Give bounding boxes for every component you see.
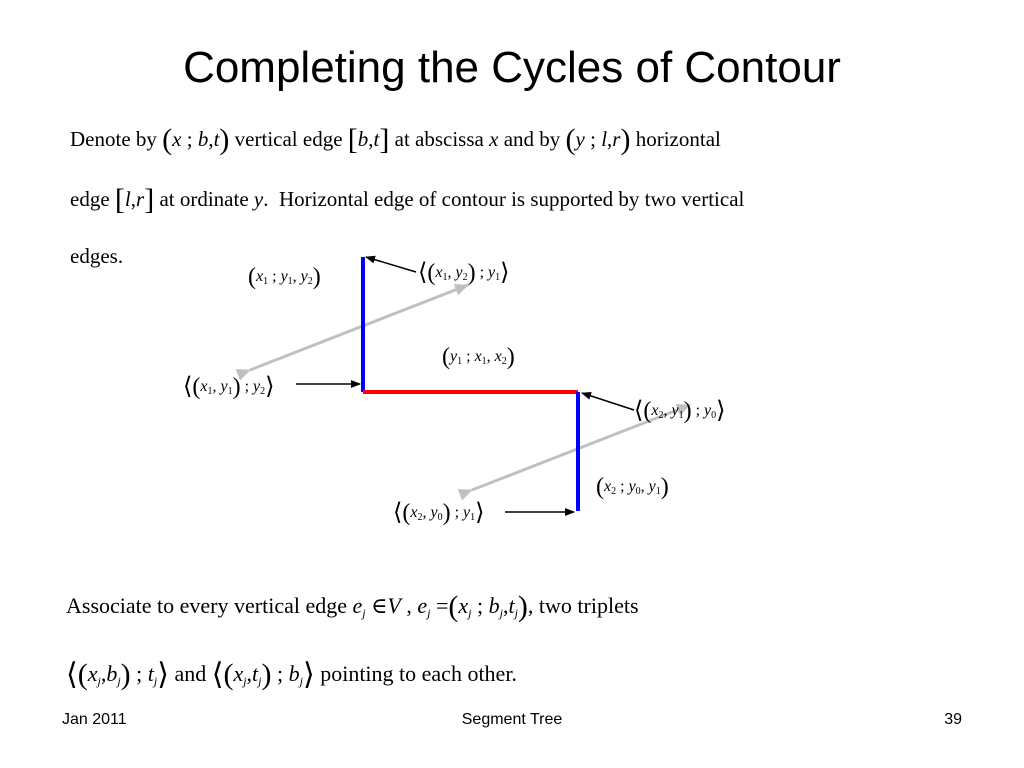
footer-topic: Segment Tree: [461, 711, 563, 728]
intro-denote-by: Denote by: [70, 127, 157, 151]
page-title: Completing the Cycles of Contour: [183, 43, 841, 92]
intro-line-3: edges.: [70, 244, 124, 268]
intro-edge: edge: [70, 187, 110, 211]
footer-date: Jan 2011: [62, 711, 127, 728]
associate-text: Associate to every vertical edge: [66, 593, 347, 618]
intro-horizontal: horizontal: [635, 127, 721, 151]
pointer-arrow-right: [582, 393, 634, 410]
intro-at-ordinate: at ordinate: [159, 187, 249, 211]
intro-vertical-edge: vertical edge: [234, 127, 343, 151]
associate-and: and: [174, 661, 207, 686]
label-triplet-bottom: $⟨(x_2$, $y_0$) ; $y_1⟩$: [393, 500, 485, 526]
intro-and-by: and by: [503, 127, 561, 151]
associate-line-2: $⟨(x_j,b_j)$ ; $t_j⟩$ and $⟨(x_j,t_j)$ ; $b_j⟩$ pointing to each other.: [66, 658, 517, 691]
intro-x: x: [489, 127, 499, 151]
intro-at-abscissa: at abscissa: [394, 127, 484, 151]
intro-y: y: [253, 187, 264, 211]
intro-sentence-2: Horizontal edge of contour is supported by two vertical: [278, 187, 745, 211]
intro-line-2: edge [l,r] at ordinate y. Horizontal edge of contour is supported by two vertical: [70, 183, 745, 216]
associate-two-triplets: , two triplets: [527, 593, 639, 618]
label-horizontal-edge: ($y_1$ ; $x_1$, $x_2$): [442, 344, 515, 370]
label-triplet-top: $⟨(x_1$, $y_2$) ; $y_1⟩$: [418, 260, 510, 286]
intro-line-1: Denote by (x ; b,t) vertical edge [b,t] at abscissa x and by (y ; l,r) horizontal: [70, 123, 721, 156]
label-triplet-left: $⟨(x_1$, $y_1$) ; $y_2⟩$: [183, 374, 275, 400]
footer-page-number: 39: [944, 711, 962, 728]
label-vertical-edge-2: ($x_2$ ; $y_0$, $y_1$): [596, 474, 669, 500]
label-vertical-edge-1: ($x_1$ ; $y_1$, $y_2$): [248, 264, 321, 290]
associate-line-1: Associate to every vertical edge $e_j$ ∈V , $e_j =(x_j$ ; $b_j,t_j$), two triplets: [66, 590, 639, 623]
label-triplet-right: $⟨(x_2$, $y_1$) ; $y_0⟩$: [634, 398, 726, 424]
pointer-arrow-top: [366, 257, 416, 272]
link-arrow-upper: [250, 285, 468, 370]
associate-pointing: pointing to each other.: [320, 661, 517, 686]
